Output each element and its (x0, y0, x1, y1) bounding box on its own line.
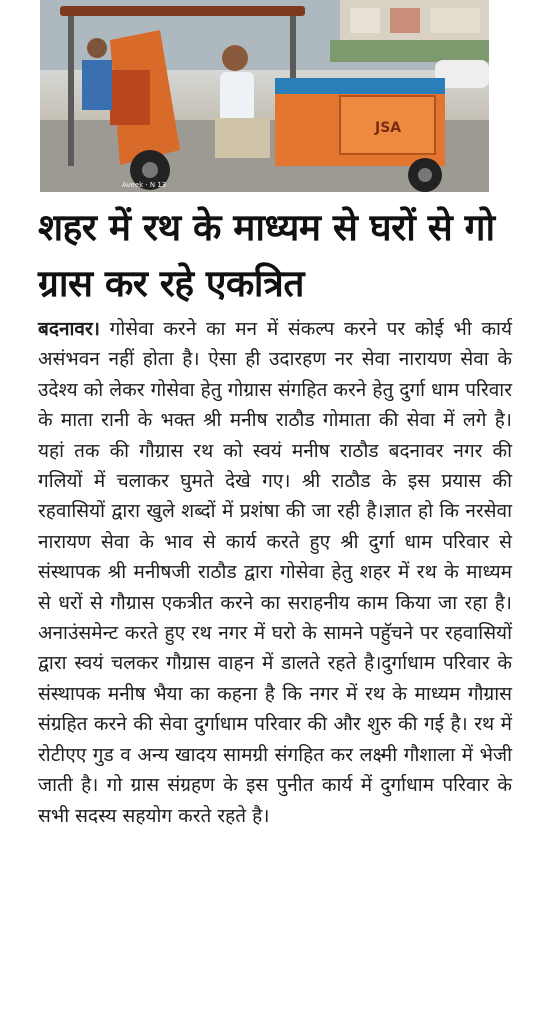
photo-watermark: Aveek · N 13 (122, 181, 167, 189)
article-body (38, 314, 512, 831)
vehicle-label: JSA (375, 120, 402, 136)
e-rickshaw-illustration (40, 0, 489, 192)
news-photo (40, 0, 489, 192)
article-text: गोसेवा करने का मन में संकल्प करने पर कोई भी कार्य असंभवन नहीं होता है। ऐसा ही उदारहण नर सेवा नारायण सेवा के उदेश्य को लेकर गोसेवा हेतु गोग्रास संगहित करने हेतु दुर्गा धाम परिवार के माता रानी के भक्त श्री मनीष राठौड गोमाता की सेवा में लगे है। यहां तक की गौग्रास रथ को स्वयं मनीष राठौड बदनावर नगर की गलियों में चलाकर घुमते देखे गए। श्री राठौड के इस प्रयास की रहवासियों द्वारा खुले शब्दों में प्रशंषा की जा रही है।ज्ञात हो कि नरसेवा नारायण सेवा के भाव से कार्य करते हुए श्री दुर्गा धाम परिवार से संस्थापक श्री मनीषजी राठौड द्वारा गोसेवा हेतु शहर में रथ के माध्यम से धरों से गौग्रास एकत्रीत करने का सराहनीय काम किया जा रहा है। अनाउंसमेन्ट करते हुए रथ नगर में घरो के सामने पहुॅचने पर रहवासियों द्वारा स्वयं चलकर गौग्रास वाहन में डालते रहते है।दुर्गाधाम परिवार के संस्थापक मनीष भैया का कहना है कि नगर में रथ के माध्यम गौग्रास संग्रहित करने की सेवा दुर्गाधाम परिवार की और शुरु की गई है। रथ में रोटीएए गुड व अन्य खादय सामग्री संगहित कर लक्ष्मी गौशाला में भेजी जाती है। गो ग्रास संग्रहण के इस पुनीत कार्य में दुर्गाधाम परिवार के सभी सदस्य सहयोग करते रहते है। (38, 318, 512, 827)
headline: शहर में रथ के माध्यम से घरों से गो ग्रास कर रहे एकत्रित (38, 206, 495, 305)
dateline: बदनावर। (38, 318, 100, 340)
